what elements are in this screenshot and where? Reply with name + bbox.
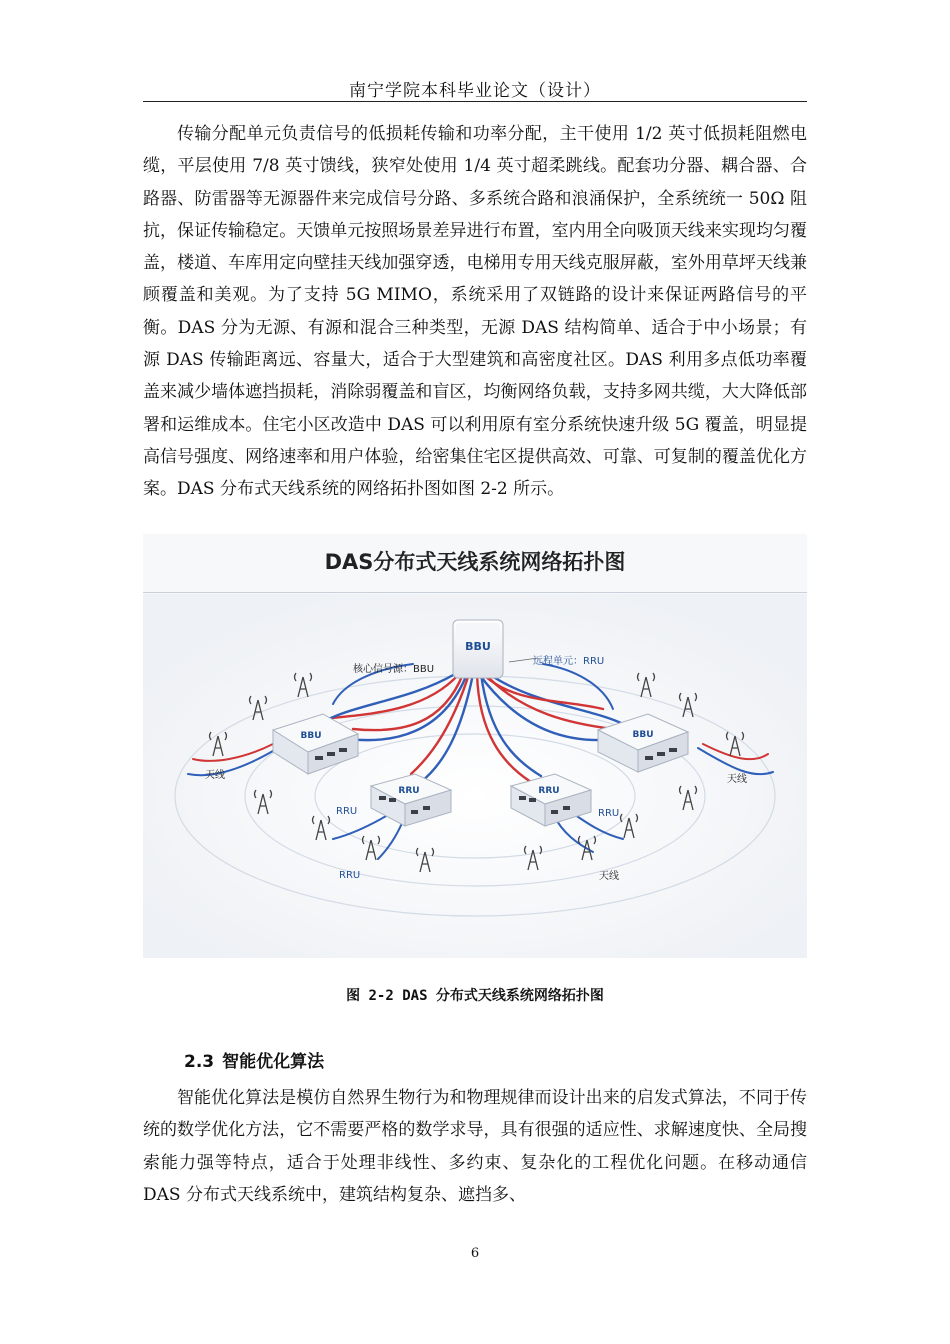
body-paragraph: 传输分配单元负责信号的低损耗传输和功率分配，主干使用 1/2 英寸低损耗阻燃电缆，平层使用 7/8 英寸馈线，狭窄处使用 1/4 英寸超柔跳线。配套功分器、耦合器、合路器、防雷器等无源器件来完成信号分路、多系统合路和浪涌保护，全系统统一 50Ω 阻抗，保证传输稳定。天馈单元按照场景差异进行布置，室内用全向吸顶天线来实现均匀覆盖，楼道、车库用定向壁挂天线加强穿透，电梯用专用天线克服屏蔽，室外用草坪天线兼顾覆盖和美观。为了支持 5G MIMO，系统采用了双链路的设计来保证两路信号的平衡。DAS 分为无源、有源和混合三种类型，无源 DAS 结构简单、适合于中小场景；有源 DAS 传输距离远、容量大，适合于大型建筑和高密度社区。DAS 利用多点低功率覆盖来减少墙体遮挡损耗，消除弱覆盖和盲区，均衡网络负载，支持多网共缆，大大降低部署和运维成本。住宅小区改造中 DAS 可以利用原有室分系统快速升级 5G 覆盖，明显提高信号强度、网络速率和用户体验，给密集住宅区提供高效、可靠、可复制的覆盖优化方案。DAS 分布式天线系统的网络拓扑图如图 2-2 所示。 [143, 124, 807, 500]
page-header: 南宁学院本科毕业论文（设计） [349, 81, 601, 101]
topology-figure [143, 534, 807, 958]
central-bbu-unit [453, 620, 503, 678]
rru-right-side-label: RRU [598, 808, 620, 819]
core-source-label: 核心信号源：BBU [353, 664, 435, 675]
antenna-bottom-label: 天线 [599, 871, 619, 882]
rru-left-label: RRU [398, 786, 420, 796]
section-heading [184, 1047, 324, 1072]
bbu-right-label: BBU [632, 730, 654, 740]
section-title: 智能优化算法 [222, 1052, 325, 1072]
antenna-right-label: 天线 [727, 774, 747, 785]
antenna-left-label: 天线 [205, 770, 225, 781]
rru-bottom-label: RRU [339, 870, 361, 881]
remote-unit-label: 远程单元：RRU [533, 656, 605, 667]
body-paragraph: 智能优化算法是模仿自然界生物行为和物理规律而设计出来的启发式算法，不同于传统的数学优化方法，它不需要严格的数学求导，具有很强的适应性、求解速度快、全局搜索能力强等特点，适合于处理非线性、多约束、复杂化的工程优化问题。在移动通信 DAS 分布式天线系统中，建筑结构复杂、遮挡多、 [143, 1088, 807, 1205]
header-rule [143, 101, 807, 102]
figure-title: DAS分布式天线系统网络拓扑图 [324, 550, 626, 574]
bbu-center-label: BBU [465, 640, 491, 653]
bbu-left-label: BBU [300, 731, 322, 741]
rru-right-label: RRU [538, 786, 560, 796]
page-number: 6 [470, 1246, 480, 1261]
figure-title-rule [143, 592, 807, 593]
topology-diagram [143, 534, 807, 958]
section-number: 2.3 [184, 1052, 215, 1072]
rru-left-side-label: RRU [336, 806, 358, 817]
figure-caption: 图 2-2 DAS 分布式天线系统网络拓扑图 [346, 988, 604, 1004]
